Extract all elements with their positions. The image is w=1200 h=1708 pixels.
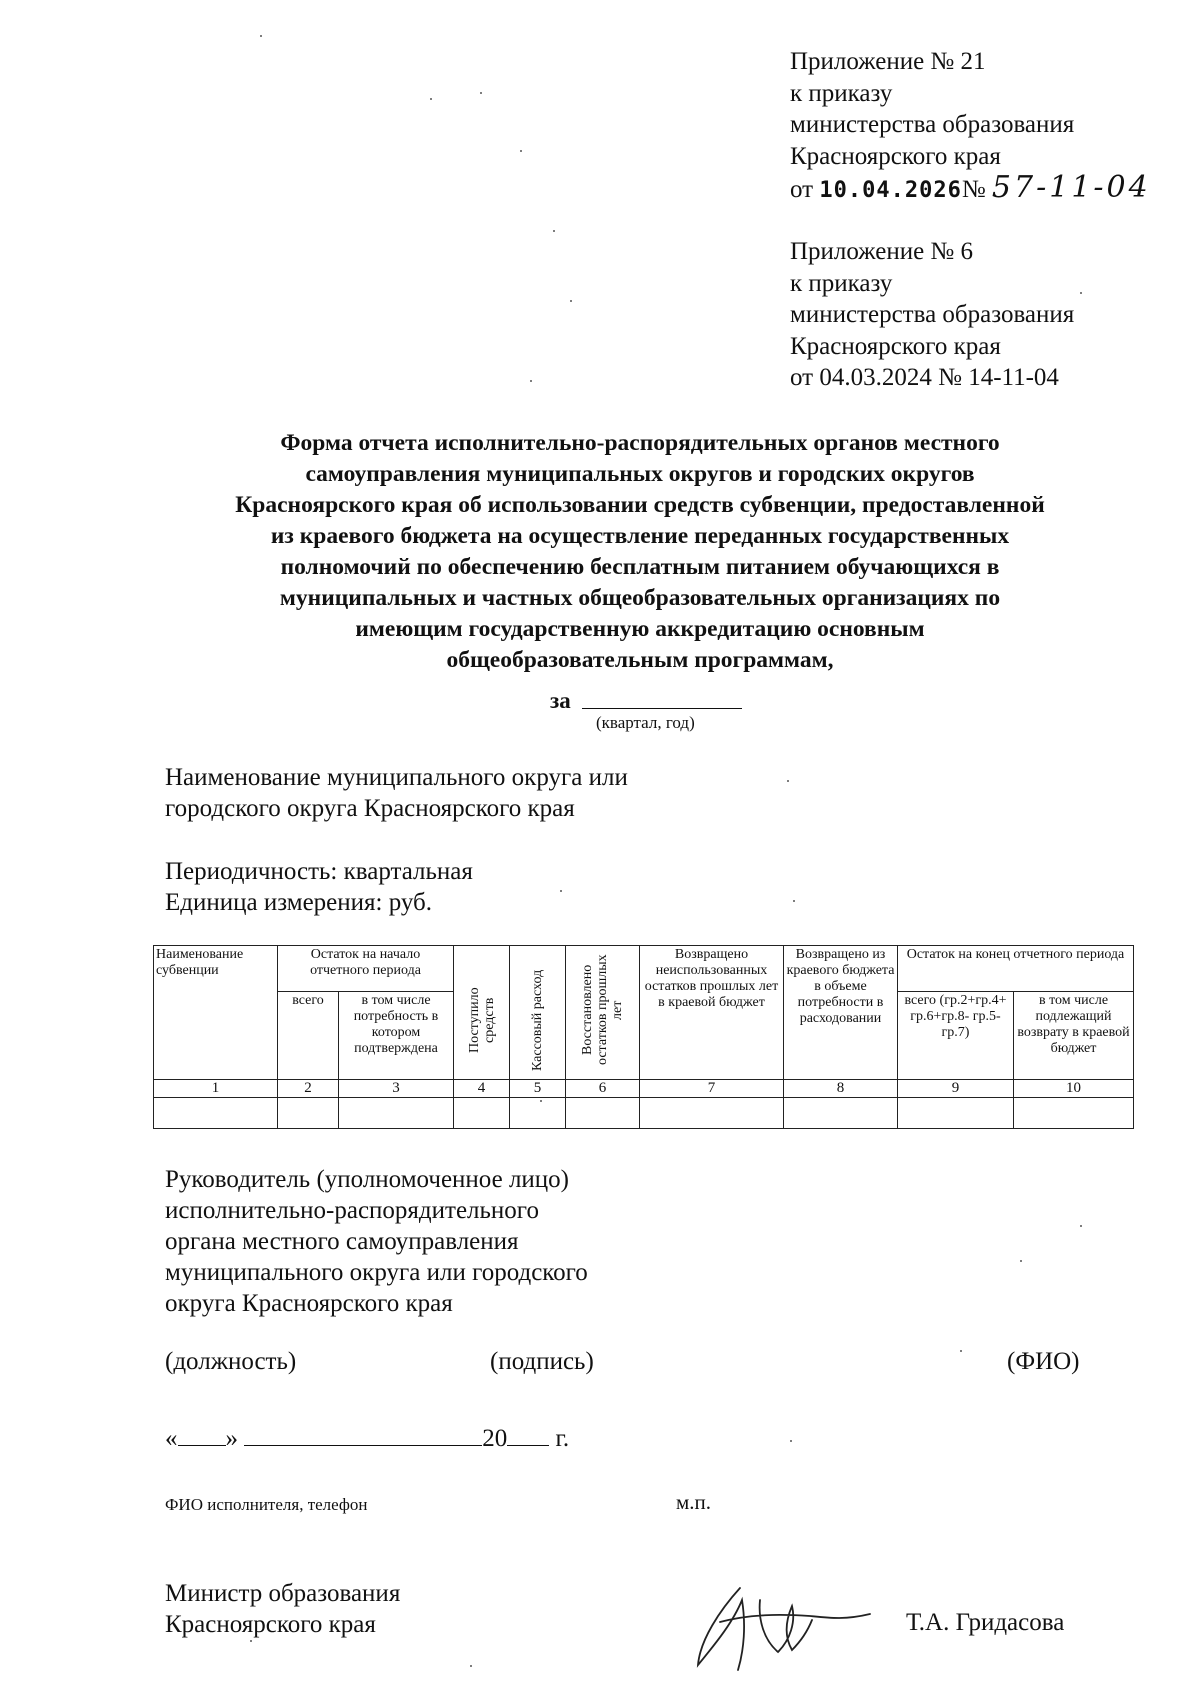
table-cell[interactable] bbox=[566, 1098, 640, 1129]
header-cash-expense-text: Кассовый расход bbox=[530, 969, 545, 1071]
appendix-21-from-prefix: от bbox=[790, 176, 814, 203]
table-cell[interactable] bbox=[339, 1098, 454, 1129]
form-title-line: муниципальных и частных общеобразовательных организациях по bbox=[279, 585, 1001, 611]
header-returned-need: Возвращено из краевого бюджета в объеме потребности в расходовании bbox=[784, 946, 898, 1080]
form-title-line: Красноярского края об использовании средств субвенции, предоставленной bbox=[235, 492, 1045, 518]
minister-region: Красноярского края bbox=[165, 1611, 376, 1638]
municipality-line: Наименование муниципального округа или bbox=[165, 764, 628, 791]
header-start-balance: Остаток на начало отчетного периода bbox=[278, 946, 454, 992]
column-number: 6 bbox=[566, 1080, 640, 1098]
column-number-row bbox=[154, 1080, 1134, 1098]
year-suffix: г. bbox=[555, 1425, 570, 1452]
appendix-21-ministry: министерства образования bbox=[790, 111, 1075, 138]
municipality-line: городского округа Красноярского края bbox=[165, 795, 575, 822]
header-received-text: Поступило средств bbox=[466, 987, 497, 1053]
appendix-21-block bbox=[790, 46, 1151, 207]
table-cell[interactable] bbox=[1014, 1098, 1134, 1129]
header-start-confirmed: в том числе потребность в котором подтверждена bbox=[339, 991, 454, 1079]
minister-title: Министр образования bbox=[165, 1580, 401, 1607]
form-title-line: самоуправления муниципальных округов и городских округов bbox=[305, 461, 975, 487]
appendix-6-region: Красноярского края bbox=[790, 332, 1001, 360]
header-subvention-name: Наименование субвенции bbox=[154, 946, 278, 1080]
header-returned-unused: Возвращено неиспользованных остатков прошлых лет в краевой бюджет bbox=[640, 946, 784, 1080]
signing-date-line bbox=[165, 1425, 569, 1453]
appendix-21-handwritten-number: 57-11-04 bbox=[991, 170, 1151, 205]
form-title bbox=[140, 428, 1140, 676]
position-caption: (должность) bbox=[165, 1348, 297, 1375]
appendix-6-ministry: министерства образования bbox=[790, 301, 1075, 328]
column-number: 2 bbox=[278, 1080, 339, 1098]
column-number: 3 bbox=[339, 1080, 454, 1098]
month-blank[interactable] bbox=[244, 1425, 482, 1446]
head-line: муниципального округа или городского bbox=[165, 1259, 588, 1286]
day-blank[interactable] bbox=[178, 1425, 226, 1446]
table-header-row bbox=[154, 946, 1134, 992]
appendix-6-date-number: от 04.03.2024 № 14-11-04 bbox=[790, 364, 1059, 391]
executor-contact: ФИО исполнителя, телефон bbox=[165, 1495, 368, 1514]
column-number: 10 bbox=[1014, 1080, 1134, 1098]
year-prefix: 20 bbox=[482, 1425, 508, 1452]
column-number: 1 bbox=[154, 1080, 278, 1098]
header-restored bbox=[566, 946, 640, 1080]
table-cell[interactable] bbox=[454, 1098, 510, 1129]
period-hint: (квартал, год) bbox=[596, 713, 695, 732]
table-cell[interactable] bbox=[278, 1098, 339, 1129]
table-cell[interactable] bbox=[784, 1098, 898, 1129]
year-blank[interactable] bbox=[507, 1425, 549, 1446]
stamp-place: м.п. bbox=[676, 1490, 712, 1514]
appendix-6-title: Приложение № 6 bbox=[790, 238, 974, 265]
column-number: 5 bbox=[510, 1080, 566, 1098]
appendix-6-block bbox=[790, 236, 1074, 394]
header-end-balance: Остаток на конец отчетного периода bbox=[898, 946, 1134, 992]
form-title-line: общеобразовательным программам, bbox=[446, 647, 834, 673]
head-line: органа местного самоуправления bbox=[165, 1228, 519, 1255]
municipality-label bbox=[165, 762, 628, 824]
report-meta bbox=[165, 856, 473, 918]
head-line: округа Красноярского края bbox=[165, 1290, 453, 1317]
minister-name: Т.А. Гридасова bbox=[906, 1609, 1065, 1636]
appendix-21-date-stamp: 10.04.2026 bbox=[819, 178, 962, 203]
header-received bbox=[454, 946, 510, 1080]
header-restored-text: Восстановлено остатков прошлых лет bbox=[580, 954, 625, 1066]
header-cash-expense bbox=[510, 946, 566, 1080]
fio-caption: (ФИО) bbox=[1007, 1348, 1080, 1375]
date-close-quote: » bbox=[225, 1425, 238, 1452]
appendix-21-order-ref: к приказу bbox=[790, 79, 893, 107]
head-line: исполнительно-распорядительного bbox=[165, 1197, 539, 1224]
head-line: Руководитель (уполномоченное лицо) bbox=[165, 1166, 570, 1193]
report-table bbox=[153, 945, 1134, 1129]
column-number: 4 bbox=[454, 1080, 510, 1098]
form-title-line: Форма отчета исполнительно-распорядительных органов местного bbox=[280, 430, 1000, 456]
appendix-21-region: Красноярского края bbox=[790, 142, 1001, 170]
periodicity: Периодичность: квартальная bbox=[165, 858, 473, 885]
date-open-quote: « bbox=[165, 1425, 178, 1452]
column-number: 7 bbox=[640, 1080, 784, 1098]
period-blank-line[interactable] bbox=[582, 708, 742, 709]
table-row bbox=[154, 1098, 1134, 1129]
table-cell[interactable] bbox=[640, 1098, 784, 1129]
header-end-to-return: в том числе подлежащий возврату в краевой бюджет bbox=[1014, 991, 1134, 1079]
form-title-line: из краевого бюджета на осуществление переданных государственных bbox=[270, 523, 1010, 549]
header-end-total: всего (гр.2+гр.4+ гр.6+гр.8- гр.5-гр.7) bbox=[898, 991, 1014, 1079]
table-cell[interactable] bbox=[510, 1098, 566, 1129]
form-title-line: имеющим государственную аккредитацию основным bbox=[355, 616, 925, 642]
unit-of-measure: Единица измерения: руб. bbox=[165, 889, 433, 916]
appendix-21-date-number bbox=[790, 172, 1151, 207]
signature-caption: (подпись) bbox=[490, 1348, 594, 1375]
head-signatory-label bbox=[165, 1164, 588, 1319]
table-cell[interactable] bbox=[154, 1098, 278, 1129]
form-title-line: полномочий по обеспечению бесплатным питанием обучающихся в bbox=[280, 554, 1000, 580]
appendix-6-order-ref: к приказу bbox=[790, 269, 893, 297]
minister-block bbox=[165, 1578, 400, 1640]
table-cell[interactable] bbox=[898, 1098, 1014, 1129]
appendix-21-title: Приложение № 21 bbox=[790, 48, 986, 75]
header-start-total: всего bbox=[278, 991, 339, 1079]
period-label: за bbox=[550, 688, 571, 713]
minister-signature bbox=[680, 1570, 880, 1680]
column-number: 9 bbox=[898, 1080, 1014, 1098]
appendix-21-number-prefix: № bbox=[961, 176, 986, 203]
column-number: 8 bbox=[784, 1080, 898, 1098]
